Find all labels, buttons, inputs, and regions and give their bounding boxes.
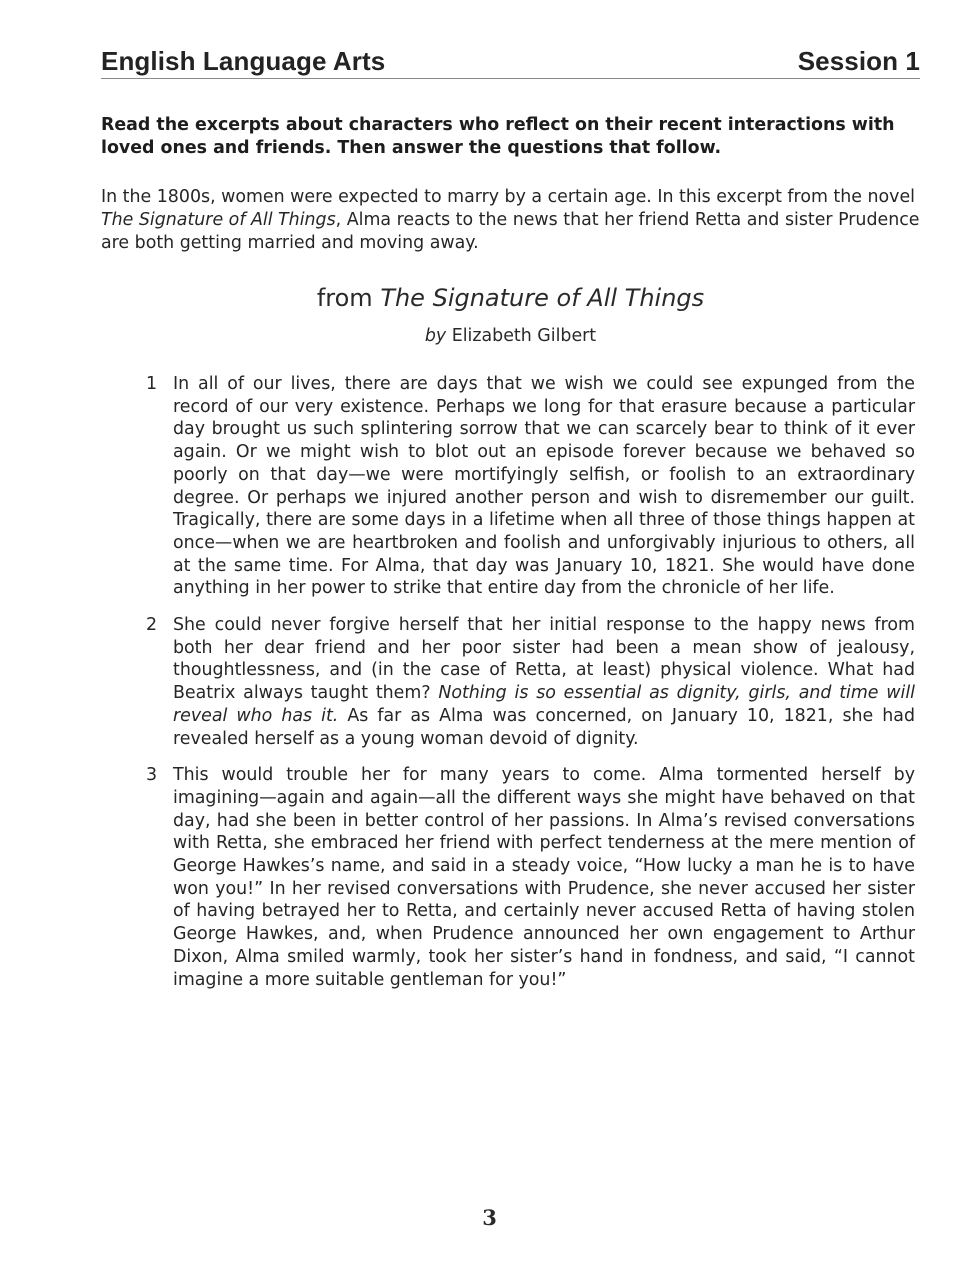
paragraph-text-before: She could never forgive herself that her initial response to the happy news from both her dear friend and her poor sister had been a mean show of jealousy, thoughtlessness, and (in the case of Retta, at least) physical violence. What had Beatrix always taught them? [173, 615, 915, 704]
author-name: Elizabeth Gilbert [451, 326, 597, 346]
paragraph-text: In all of our lives, there are days that we wish we could see expunged from the record of our very existence. Perhaps we long for that erasure because a particular day brought us such splintering sorrow that we can scarcely bear to think of it ever again. Or we might wish to blot out an episode forever because we behaved so poorly on that day—we were mortifyingly selfish, or foolish to an extraordinary degree. Or perhaps we injured another person and wish to disremember our guilt. Tragically, there are some days in a lifetime when all three of those things happen at once—when we are heartbroken and foolish and unforgivably injurious to others, all at the same time. For Alma, that day was January 10, 1821. She would have done anything in her power to strike that entire day from the chronicle of her life. [173, 374, 915, 599]
paragraph-text: This would trouble her for many years to come. Alma tormented herself by imagining—again and again—all the different ways she might have behaved on that day, had she been in better control of her passions. In Alma’s revised conversations with Retta, she embraced her friend with perfect tenderness at the mere mention of George Hawkes’s name, and said in a steady voice, “How lucky a man he is to have won you!” In her revised conversations with Prudence, she never accused her sister of having betrayed her to Retta, and certainly never accused Retta of having stolen George Hawkes, and, when Prudence announced her own engagement to Arthur Dixon, Alma smiled warmly, took her sister’s hand in fondness, and said, “I cannot imagine a more suitable gentleman for you!” [173, 765, 915, 990]
byline-by: by [424, 326, 447, 346]
paragraph-quote: Nothing is so essential as dignity, girls, and time will reveal who has it. [173, 683, 916, 726]
instructions: Read the excerpts about characters who reflect on their recent interactions with loved ones and friends. Then answer the questions that follow. [101, 115, 895, 158]
paragraph-number: 1 [146, 374, 158, 394]
excerpt-body [140, 373, 915, 1005]
paragraph-text-after: As far as Alma was concerned, on January 10, 1821, she had revealed herself as a young woman devoid of dignity. [173, 705, 916, 749]
intro-text-before: In the 1800s, women were expected to marry by a certain age. In this excerpt from the novel [101, 187, 915, 207]
excerpt-book-title: The Signature of All Things [380, 284, 705, 312]
excerpt-byline [101, 326, 920, 346]
intro-book-title: The Signature of All Things [101, 210, 336, 230]
intro-paragraph [101, 186, 923, 255]
excerpt-title [101, 284, 920, 312]
page-header [101, 44, 920, 79]
paragraph-number: 3 [146, 765, 158, 786]
subject-title: English Language Arts [101, 46, 386, 76]
paragraph-number: 2 [146, 615, 158, 636]
page-number: 3 [482, 1205, 497, 1230]
session-label: Session 1 [797, 46, 920, 76]
paragraph-1 [140, 373, 915, 600]
intro-text-after: , Alma reacts to the news that her friend Retta and sister Prudence are both getting married and moving away. [101, 210, 920, 253]
paragraph-2 [140, 614, 915, 750]
excerpt-title-prefix: from [316, 284, 381, 312]
paragraph-3 [140, 764, 915, 991]
